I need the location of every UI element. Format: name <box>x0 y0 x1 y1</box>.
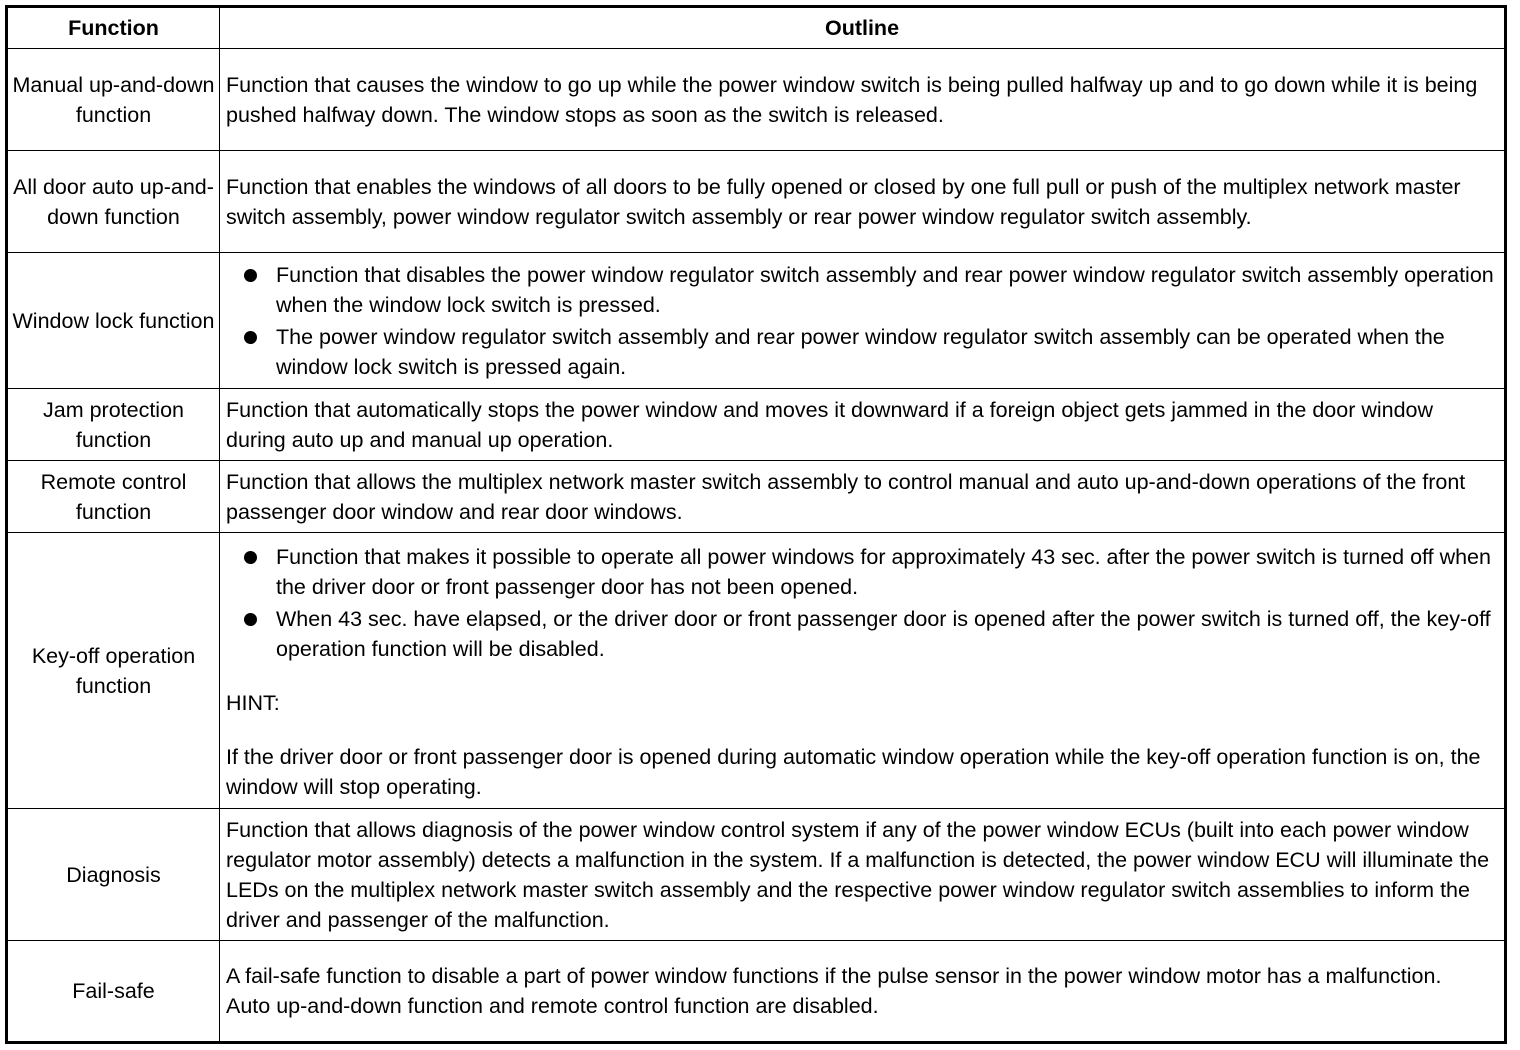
outline-text: Function that causes the window to go up while the power window switch is being pulled halfway up and to go down while it is being pushed halfway down. The window stops as soon as the switch is released. <box>220 49 1506 151</box>
function-name: Jam protection function <box>7 389 220 461</box>
bullet-item: Function that makes it possible to operate all power windows for approximately 43 sec. after the power switch is turned off when the driver door or front passenger door has not been opened. <box>226 542 1498 602</box>
table-row <box>7 809 1506 941</box>
outline-text: Function that allows diagnosis of the power window control system if any of the power window ECUs (built into each power window regulator motor assembly) detects a malfunction in the system. If a malfunction is detected, the power window ECU will illuminate the LEDs on the multiplex network master switch assembly and the respective power window regulator switch assemblies to inform the driver and passenger of the malfunction. <box>220 809 1506 941</box>
outline-text: A fail-safe function to disable a part of power window functions if the pulse sensor in the power window motor has a malfunction. <box>226 964 1442 988</box>
function-name: Remote control function <box>7 461 220 533</box>
outline-cell <box>220 253 1506 389</box>
table-row <box>7 253 1506 389</box>
function-name: Diagnosis <box>7 809 220 941</box>
outline-text: Function that enables the windows of all doors to be fully opened or closed by one full pull or push of the multiplex network master switch assembly, power window regulator switch assembly or rear power window regulator switch assembly. <box>220 151 1506 253</box>
outline-cell <box>220 941 1506 1043</box>
table-row <box>7 941 1506 1043</box>
function-name: Fail-safe <box>7 941 220 1043</box>
header-outline: Outline <box>220 7 1506 49</box>
function-outline-table <box>5 5 1507 1044</box>
table-row <box>7 389 1506 461</box>
table-row <box>7 151 1506 253</box>
outline-text: Function that allows the multiplex network master switch assembly to control manual and auto up-and-down operations of the front passenger door window and rear door windows. <box>220 461 1506 533</box>
hint-text: If the driver door or front passenger door is opened during automatic window operation while the key-off operation function is on, the window will stop operating. <box>226 744 1481 799</box>
header-row <box>7 7 1506 49</box>
bullet-item: The power window regulator switch assembly and rear power window regulator switch assembly can be operated when the window lock switch is pressed again. <box>226 322 1498 382</box>
header-function: Function <box>7 7 220 49</box>
function-name: Window lock function <box>7 253 220 389</box>
table-row <box>7 533 1506 809</box>
bullet-item: Function that disables the power window regulator switch assembly and rear power window regulator switch assembly operation when the window lock switch is pressed. <box>226 260 1498 320</box>
function-name: Manual up-and-down function <box>7 49 220 151</box>
outline-text: Function that automatically stops the power window and moves it downward if a foreign object gets jammed in the door window during auto up and manual up operation. <box>220 389 1506 461</box>
bullet-item: When 43 sec. have elapsed, or the driver door or front passenger door is opened after the power switch is turned off, the key-off operation function will be disabled. <box>226 604 1498 664</box>
hint-label: HINT: <box>226 690 280 715</box>
function-name: All door auto up-and-down function <box>7 151 220 253</box>
function-name: Key-off operation function <box>7 533 220 809</box>
table-row <box>7 461 1506 533</box>
outline-text: Auto up-and-down function and remote control function are disabled. <box>226 994 879 1018</box>
table-row <box>7 49 1506 151</box>
outline-cell <box>220 533 1506 809</box>
